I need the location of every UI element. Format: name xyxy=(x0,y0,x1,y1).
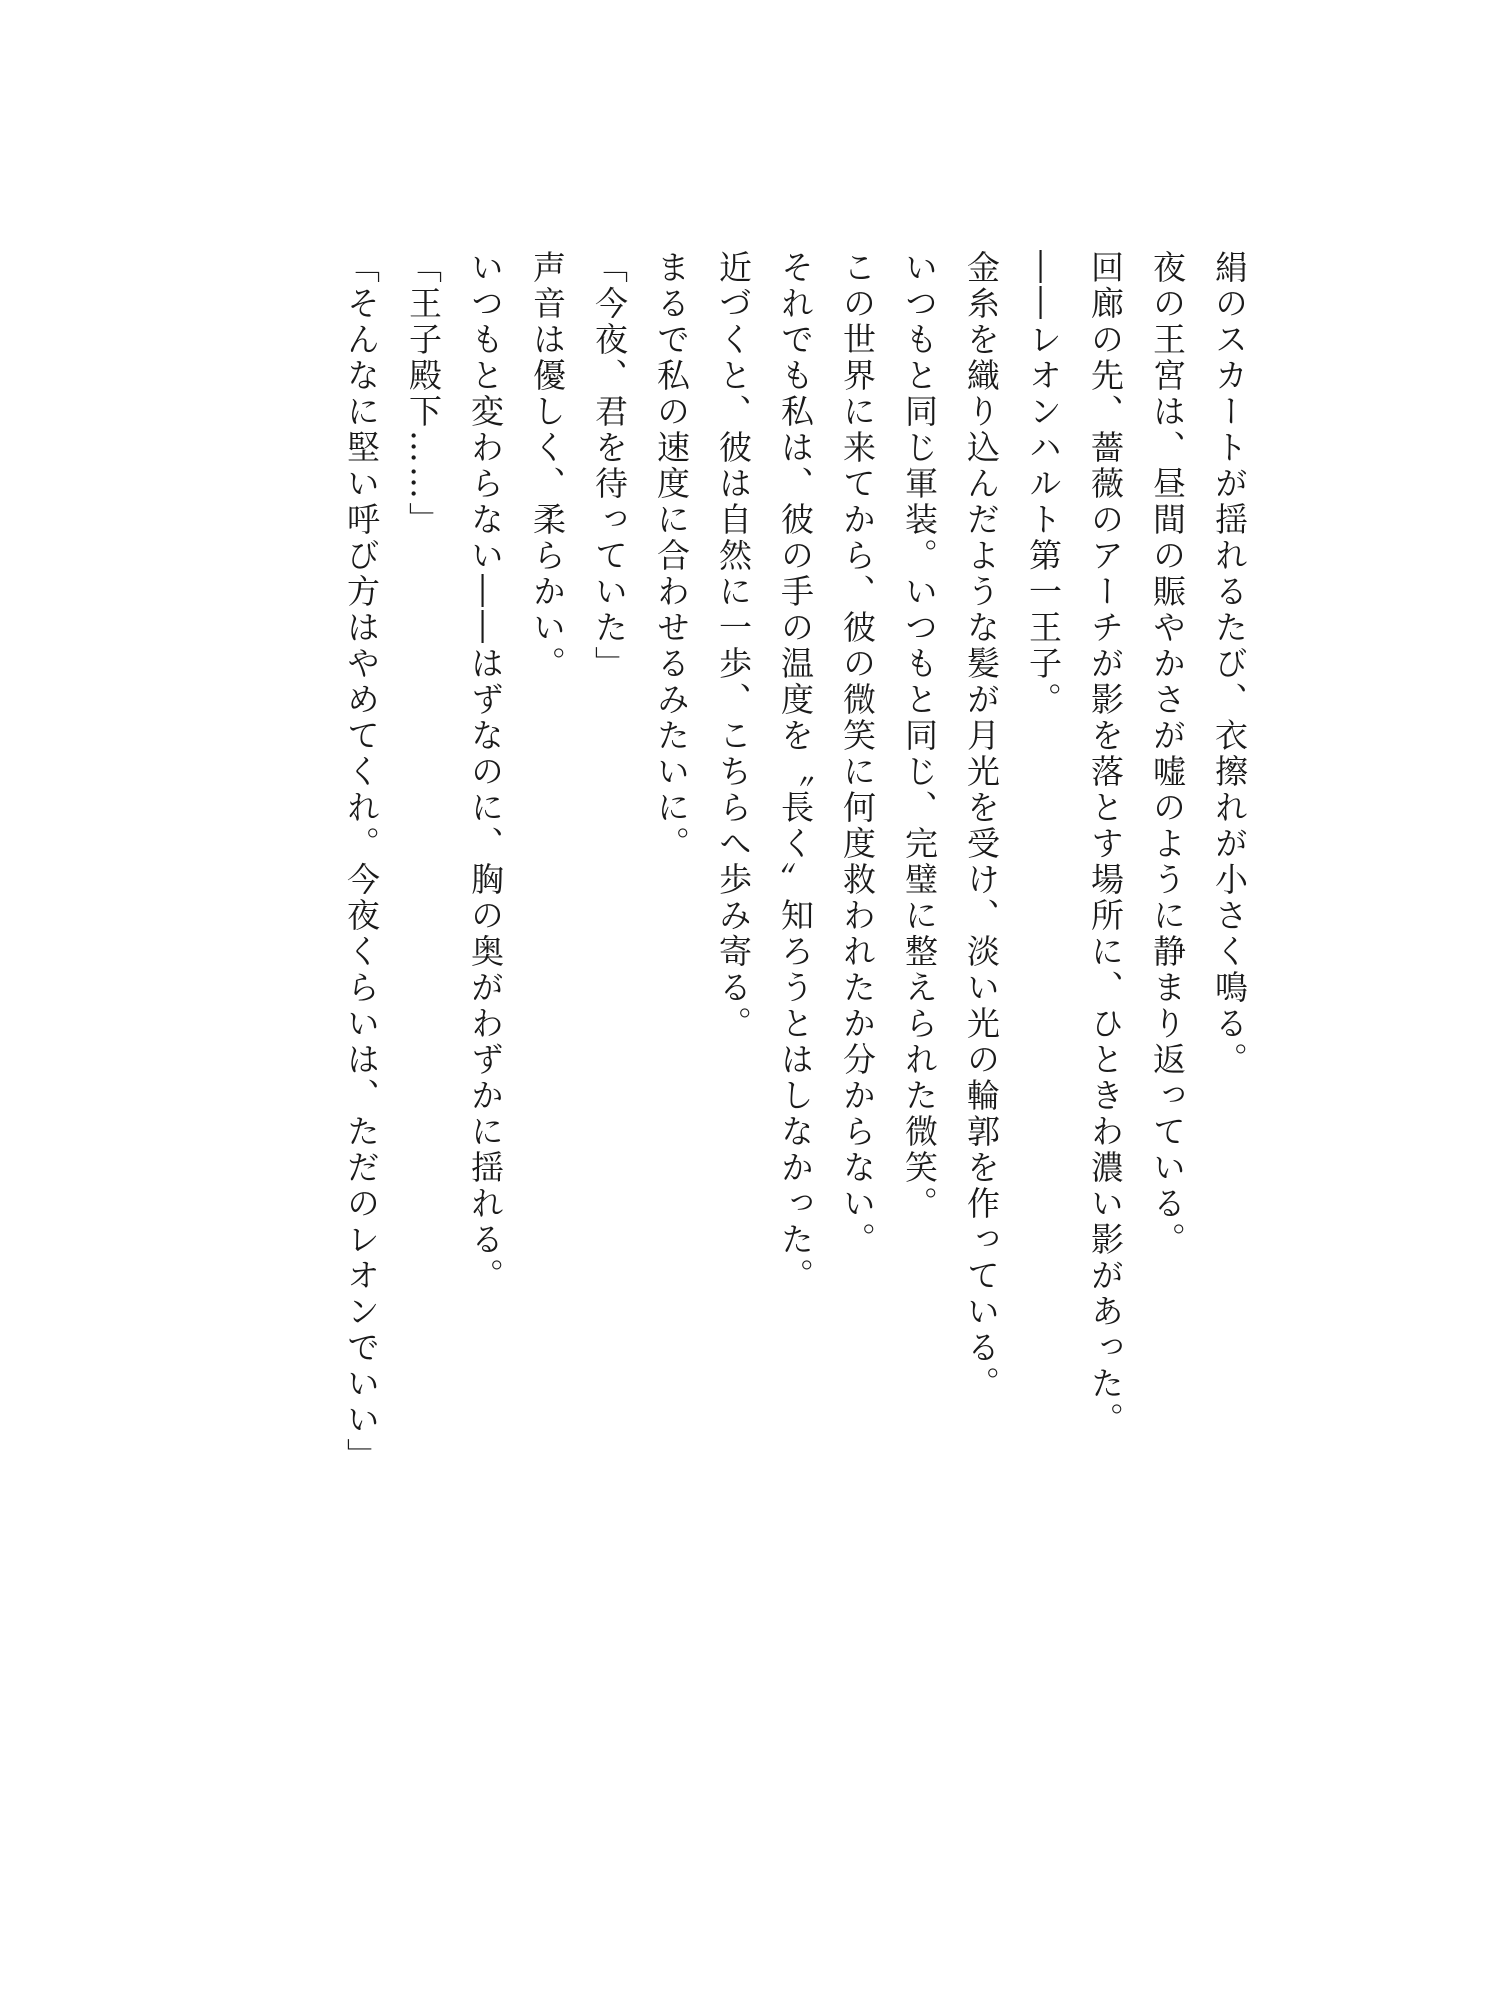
dialogue-line: 「そんなに堅い呼び方はやめてくれ。今夜くらいは、ただのレオンでいい」 xyxy=(342,250,381,1474)
text-line: ――レオンハルト第一王子。 xyxy=(1024,250,1063,718)
text-line: この世界に来てから、彼の微笑に何度救われたか分からない。 xyxy=(838,250,877,1258)
text-line: 夜の王宮は、昼間の賑やかさが嘘のように静まり返っている。 xyxy=(1148,250,1187,1258)
dialogue-line: 「今夜、君を待っていた」 xyxy=(590,250,629,682)
vertical-text-body xyxy=(330,250,1260,1474)
text-line: いつもと同じ軍装。いつもと同じ、完璧に整えられた微笑。 xyxy=(900,250,939,1222)
text-line: 近づくと、彼は自然に一歩、こちらへ歩み寄る。 xyxy=(714,250,753,1042)
text-line: 絹のスカートが揺れるたび、衣擦れが小さく鳴る。 xyxy=(1210,250,1249,1078)
dialogue-line: 「王子殿下……」 xyxy=(404,250,443,538)
text-line: いつもと変わらない――はずなのに、胸の奥がわずかに揺れる。 xyxy=(466,250,505,1294)
text-line: それでも私は、彼の手の温度を〝長く〟知ろうとはしなかった。 xyxy=(776,250,815,1294)
text-line: 声音は優しく、柔らかい。 xyxy=(528,250,567,682)
text-line: 金糸を織り込んだような髪が月光を受け、淡い光の輪郭を作っている。 xyxy=(962,250,1001,1402)
text-line: まるで私の速度に合わせるみたいに。 xyxy=(652,250,691,862)
text-line: 回廊の先、薔薇のアーチが影を落とす場所に、ひときわ濃い影があった。 xyxy=(1086,250,1125,1438)
